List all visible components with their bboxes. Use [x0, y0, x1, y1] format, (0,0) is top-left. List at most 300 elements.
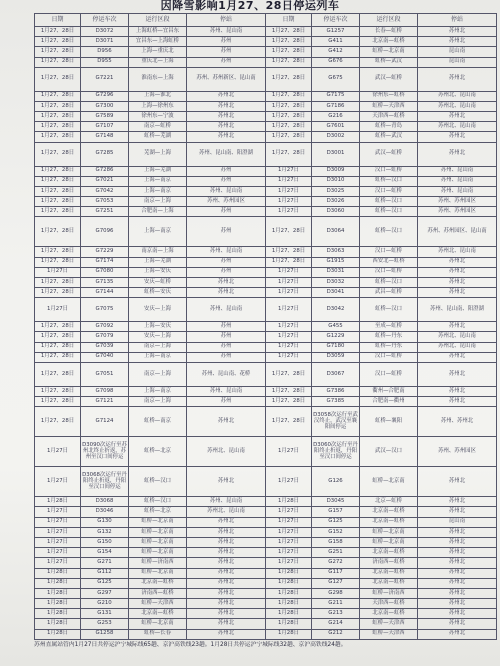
cell-route: 虹桥—北京南 — [129, 548, 187, 558]
cell-route: 武汉—汉口 — [360, 437, 418, 467]
cell-date: 1月27日 — [266, 342, 312, 352]
cell-date: 1月27、28日 — [266, 122, 312, 132]
cell-train-number: D3031 — [312, 267, 360, 277]
cell-stops: 苏州 — [187, 257, 266, 267]
table-row — [35, 497, 497, 507]
cell-date: 1月27、28日 — [266, 217, 312, 247]
cell-date: 1月28日 — [266, 568, 312, 578]
cell-stops: 苏州、昆山南、花桥 — [187, 362, 266, 386]
cell-date: 1月27、28日 — [35, 322, 81, 332]
cell-train-number: G125 — [312, 517, 360, 527]
cell-route: 虹桥—襄阳 — [360, 407, 418, 437]
cell-train-number: G298 — [312, 588, 360, 598]
cell-route: 虹桥—天津西 — [129, 599, 187, 609]
cell-train-number: D3001 — [312, 142, 360, 166]
cell-train-number: D955 — [81, 57, 129, 67]
table-row — [35, 332, 497, 342]
table-row — [35, 517, 497, 527]
cell-stops: 苏州北 — [418, 27, 497, 37]
cell-date: 1月27、28日 — [35, 342, 81, 352]
cell-train-number: D3090次运行至苏州北终止折返，苏州至汉口间停运 — [81, 437, 129, 467]
cell-date: 1月27、28日 — [35, 37, 81, 47]
cell-date: 1月27、28日 — [35, 247, 81, 257]
cell-route: 北京南—虹桥 — [360, 548, 418, 558]
cell-train-number: G7180 — [312, 342, 360, 352]
cell-stops: 苏州北 — [418, 537, 497, 547]
cell-route: 上海—淮北 — [129, 91, 187, 101]
cell-train-number: G157 — [312, 507, 360, 517]
cell-stops: 苏州、昆山南、阳澄湖 — [418, 298, 497, 322]
cell-route: 虹桥—武汉 — [360, 132, 418, 142]
cell-stops: 苏州北、昆山南 — [418, 332, 497, 342]
cell-train-number: G676 — [312, 57, 360, 67]
cell-train-number: G1258 — [81, 629, 129, 639]
table-row — [35, 142, 497, 166]
cell-date: 1月27日 — [266, 277, 312, 287]
cell-date: 1月27日 — [35, 548, 81, 558]
table-row — [35, 407, 497, 437]
cell-stops: 苏州北、昆山南 — [418, 342, 497, 352]
table-row — [35, 267, 497, 277]
cell-date: 1月27日 — [35, 517, 81, 527]
table-row — [35, 362, 497, 386]
cell-train-number: D3060次运行至丹阳终止折返，丹阳至汉口间停运 — [312, 437, 360, 467]
cell-route: 北京南—虹桥 — [129, 578, 187, 588]
cell-train-number: D3026 — [312, 197, 360, 207]
table-row — [35, 217, 497, 247]
cell-train-number: G7135 — [81, 277, 129, 287]
cell-date: 1月27、28日 — [35, 132, 81, 142]
cell-route: 虹桥—汉口 — [129, 467, 187, 497]
cell-date: 1月28日 — [35, 578, 81, 588]
cell-train-number: G251 — [312, 548, 360, 558]
cell-date: 1月27、28日 — [35, 386, 81, 396]
table-header-row — [35, 14, 497, 27]
cell-train-number: G7221 — [81, 67, 129, 91]
cell-route: 汉口—虹桥 — [360, 247, 418, 257]
cell-date: 1月28日 — [35, 609, 81, 619]
cell-stops: 苏州北 — [187, 91, 266, 101]
cell-route: 虹桥—北京南 — [360, 47, 418, 57]
cell-date: 1月28日 — [35, 588, 81, 598]
cell-date: 1月27、28日 — [35, 67, 81, 91]
table-row — [35, 342, 497, 352]
cell-stops: 苏州北 — [187, 599, 266, 609]
cell-train-number: G253 — [81, 619, 129, 629]
cell-stops: 苏州 — [187, 217, 266, 247]
cell-train-number: G127 — [312, 578, 360, 588]
cell-date: 1月28日 — [266, 588, 312, 598]
cell-date: 1月27、28日 — [35, 166, 81, 176]
table-row — [35, 132, 497, 142]
cell-date: 1月28日 — [35, 619, 81, 629]
cell-route: 上海—重庆北 — [129, 47, 187, 57]
cell-stops: 苏州、昆山南 — [187, 186, 266, 196]
cell-route: 上海—南京 — [129, 186, 187, 196]
cell-train-number: G1257 — [312, 27, 360, 37]
cell-route: 南京—上海 — [129, 197, 187, 207]
cell-route: 南京—虹桥 — [129, 122, 187, 132]
cell-route: 北京—虹桥 — [360, 497, 418, 507]
cell-train-number: D3068次运行至丹阳终止折返，丹阳至汉口间停运 — [81, 467, 129, 497]
cell-date: 1月27日 — [35, 267, 81, 277]
cell-stops: 苏州北 — [187, 407, 266, 437]
cell-train-number: G297 — [81, 588, 129, 598]
cell-date: 1月28日 — [266, 629, 312, 639]
cell-stops: 苏州北 — [187, 537, 266, 547]
cell-route: 虹桥—北京南 — [129, 568, 187, 578]
cell-date: 1月27日 — [266, 207, 312, 217]
cell-route: 衢州—合肥南 — [360, 386, 418, 396]
cell-route: 虹桥—北京南 — [129, 517, 187, 527]
cell-date: 1月27、28日 — [266, 407, 312, 437]
cell-route: 虹桥—天津西 — [360, 619, 418, 629]
cell-stops: 苏州北 — [418, 619, 497, 629]
cell-stops: 苏州北 — [418, 142, 497, 166]
cell-route: 安庆—上海 — [129, 298, 187, 322]
cell-date: 1月27、28日 — [266, 91, 312, 101]
cell-route: 虹桥—天津西 — [360, 101, 418, 111]
cell-date: 1月27日 — [266, 322, 312, 332]
cell-route: 虹桥—济南西 — [360, 588, 418, 598]
cell-stops: 苏州北 — [187, 609, 266, 619]
cell-route: 安庆—上海 — [129, 332, 187, 342]
cell-date: 1月27日 — [35, 558, 81, 568]
cell-train-number: G7092 — [81, 322, 129, 332]
cell-route: 汉口—虹桥 — [360, 362, 418, 386]
cell-stops: 苏州 — [187, 267, 266, 277]
cell-stops: 苏州北 — [187, 467, 266, 497]
table-row — [35, 558, 497, 568]
cell-stops: 苏州北、昆山南 — [418, 122, 497, 132]
cell-date: 1月27日 — [35, 537, 81, 547]
table-row — [35, 67, 497, 91]
cell-stops: 苏州北 — [418, 37, 497, 47]
cell-stops: 苏州、苏州园区 — [418, 207, 497, 217]
cell-route: 南京—上海 — [129, 397, 187, 407]
table-row — [35, 568, 497, 578]
cell-route: 北京南—虹桥 — [360, 507, 418, 517]
cell-date: 1月27、28日 — [35, 47, 81, 57]
table-row — [35, 437, 497, 467]
table-row — [35, 57, 497, 67]
cell-stops: 苏州、苏州园区 — [418, 197, 497, 207]
cell-route: 上海—芜湖 — [129, 166, 187, 176]
cell-route: 天津西—虹桥 — [360, 599, 418, 609]
cell-train-number: G112 — [81, 568, 129, 578]
cell-train-number: G7174 — [81, 257, 129, 267]
table-row — [35, 352, 497, 362]
cell-route: 虹桥—北京南 — [129, 537, 187, 547]
cell-route: 虹桥—汉口 — [360, 298, 418, 322]
cell-stops: 苏州、昆山南、阳澄湖 — [187, 142, 266, 166]
table-row — [35, 386, 497, 396]
cell-date: 1月27、28日 — [266, 257, 312, 267]
table-row — [35, 609, 497, 619]
cell-train-number: D3010 — [312, 176, 360, 186]
cell-date: 1月28日 — [266, 578, 312, 588]
cell-route: 淮南东—上海 — [129, 67, 187, 91]
cell-route: 上海—安庆 — [129, 322, 187, 332]
cell-stops: 苏州北 — [187, 588, 266, 598]
cell-route: 虹桥—北京南 — [129, 619, 187, 629]
cell-train-number: G7079 — [81, 332, 129, 342]
cell-date: 1月27、28日 — [266, 247, 312, 257]
cell-stops: 苏州 — [187, 37, 266, 47]
cell-stops: 苏州、昆山南 — [418, 176, 497, 186]
cell-route: 合肥南—上海 — [129, 207, 187, 217]
cell-stops: 苏州北 — [187, 578, 266, 588]
cell-stops: 苏州 — [187, 47, 266, 57]
cell-route: 徐州东—宁波 — [129, 112, 187, 122]
cell-train-number: D3072 — [81, 27, 129, 37]
cell-stops: 苏州、昆山南 — [187, 247, 266, 257]
suspended-trains-table-wrapper — [34, 13, 496, 640]
cell-date: 1月27日 — [266, 267, 312, 277]
cell-stops: 苏州北 — [418, 267, 497, 277]
header-stops: 停站 — [187, 14, 266, 27]
cell-train-number: G7053 — [81, 197, 129, 207]
cell-train-number: G154 — [81, 548, 129, 558]
cell-route: 上海—南京 — [129, 217, 187, 247]
cell-stops: 苏州、昆山南 — [187, 298, 266, 322]
cell-route: 虹桥—安庆 — [129, 288, 187, 298]
table-row — [35, 537, 497, 547]
cell-date: 1月27日 — [266, 197, 312, 207]
cell-route: 虹桥—汉口 — [360, 176, 418, 186]
cell-stops: 苏州北 — [418, 322, 497, 332]
cell-stops: 苏州北 — [187, 548, 266, 558]
cell-train-number: D3058次运行至武汉终止，武汉至襄阳间停运 — [312, 407, 360, 437]
cell-stops: 苏州北 — [187, 112, 266, 122]
cell-stops: 苏州北 — [418, 507, 497, 517]
header-route: 运行区段 — [129, 14, 187, 27]
cell-train-number: G7148 — [81, 132, 129, 142]
cell-date: 1月27、28日 — [35, 101, 81, 111]
cell-train-number: D3067 — [312, 362, 360, 386]
cell-route: 虹桥—汉口 — [360, 217, 418, 247]
cell-date: 1月27日 — [35, 507, 81, 517]
cell-date: 1月27、28日 — [35, 197, 81, 207]
table-row — [35, 47, 497, 57]
cell-train-number: G411 — [312, 37, 360, 47]
cell-route: 重庆北—上海 — [129, 57, 187, 67]
cell-date: 1月27、28日 — [35, 407, 81, 437]
table-row — [35, 91, 497, 101]
cell-route: 上海—徐州东 — [129, 101, 187, 111]
cell-stops: 苏州北 — [418, 527, 497, 537]
cell-train-number: G210 — [81, 599, 129, 609]
cell-route: 南京—上海 — [129, 342, 187, 352]
cell-stops: 苏州北 — [187, 527, 266, 537]
cell-date: 1月27、28日 — [35, 122, 81, 132]
cell-route: 虹桥—北京南 — [129, 527, 187, 537]
table-row — [35, 599, 497, 609]
cell-stops: 苏州、苏州北 — [418, 407, 497, 437]
cell-date: 1月27日 — [266, 298, 312, 322]
cell-date: 1月27、28日 — [266, 142, 312, 166]
cell-route: 汉口—虹桥 — [360, 166, 418, 176]
cell-stops: 昆山南 — [418, 517, 497, 527]
document-title: 因降雪影响1月27、28日停运列车 — [160, 0, 340, 12]
cell-route: 汉口—虹桥 — [360, 352, 418, 362]
cell-date: 1月27、28日 — [266, 67, 312, 91]
cell-stops: 苏州 — [187, 322, 266, 332]
cell-date: 1月28日 — [35, 599, 81, 609]
cell-route: 武汉—虹桥 — [360, 142, 418, 166]
cell-date: 1月27、28日 — [266, 57, 312, 67]
cell-route: 上海—安庆 — [129, 267, 187, 277]
cell-route: 虹桥—汉口 — [360, 277, 418, 287]
cell-route: 汉口—虹桥 — [360, 267, 418, 277]
cell-stops: 苏州、昆山南 — [187, 497, 266, 507]
cell-date: 1月27、28日 — [35, 277, 81, 287]
cell-route: 北京南—虹桥 — [360, 609, 418, 619]
cell-route: 济南西—虹桥 — [129, 588, 187, 598]
cell-train-number: G7075 — [81, 298, 129, 322]
cell-stops: 苏州 — [187, 166, 266, 176]
cell-date: 1月27日 — [266, 537, 312, 547]
cell-stops: 苏州、昆山南 — [187, 27, 266, 37]
cell-date: 1月27、28日 — [35, 217, 81, 247]
cell-route: 上海虹桥—宜昌东 — [129, 27, 187, 37]
cell-stops: 苏州北 — [418, 558, 497, 568]
cell-stops: 苏州北 — [187, 277, 266, 287]
cell-train-number: D3032 — [312, 277, 360, 287]
cell-date: 1月27、28日 — [266, 27, 312, 37]
cell-stops: 苏州北 — [418, 578, 497, 588]
cell-train-number: G158 — [312, 537, 360, 547]
cell-route: 宜昌东—上海虹桥 — [129, 37, 187, 47]
cell-stops: 苏州北、昆山南 — [418, 101, 497, 111]
cell-route: 西安北—虹桥 — [360, 257, 418, 267]
cell-route: 徐州东—虹桥 — [360, 91, 418, 101]
cell-train-number: G7286 — [81, 166, 129, 176]
cell-date: 1月27、28日 — [35, 176, 81, 186]
footnote: 苏州直属站管内1月27日共停运沪宁城际线65趟、京沪高铁线23趟。1月28日共停运沪宁城际线32趟、京沪高铁线24趟。 — [34, 642, 347, 648]
cell-date: 1月27、28日 — [266, 47, 312, 57]
cell-stops: 苏州北、昆山南 — [187, 507, 266, 517]
cell-route: 虹桥—汉口 — [360, 207, 418, 217]
table-row — [35, 578, 497, 588]
cell-train-number: G7175 — [312, 91, 360, 101]
cell-train-number: G117 — [312, 568, 360, 578]
header-stops: 停站 — [418, 14, 497, 27]
cell-stops: 苏州北、昆山南 — [418, 91, 497, 101]
cell-route: 南京南—上海 — [129, 247, 187, 257]
cell-train-number: D3060 — [312, 207, 360, 217]
cell-train-number: G7296 — [81, 91, 129, 101]
cell-train-number: G7096 — [81, 217, 129, 247]
cell-date: 1月27日 — [35, 467, 81, 497]
cell-date: 1月28日 — [35, 497, 81, 507]
table-row — [35, 166, 497, 176]
cell-route: 北京南—虹桥 — [360, 568, 418, 578]
cell-date: 1月27、28日 — [266, 362, 312, 386]
cell-train-number: G675 — [312, 67, 360, 91]
cell-date: 1月27、28日 — [35, 27, 81, 37]
cell-stops: 昆山南 — [418, 47, 497, 57]
cell-date: 1月27、28日 — [266, 397, 312, 407]
table-row — [35, 619, 497, 629]
cell-train-number: G271 — [81, 558, 129, 568]
cell-train-number: D3025 — [312, 186, 360, 196]
cell-train-number: G125 — [81, 578, 129, 588]
table-row — [35, 207, 497, 217]
cell-route: 武汉—虹桥 — [360, 67, 418, 91]
table-row — [35, 288, 497, 298]
cell-stops: 苏州北 — [418, 362, 497, 386]
cell-date: 1月27、28日 — [266, 101, 312, 111]
cell-train-number: D3045 — [312, 497, 360, 507]
cell-train-number: G7021 — [81, 176, 129, 186]
cell-date: 1月27日 — [266, 352, 312, 362]
cell-date: 1月27、28日 — [35, 91, 81, 101]
table-body — [35, 27, 497, 640]
cell-date: 1月27、28日 — [35, 142, 81, 166]
table-row — [35, 247, 497, 257]
cell-train-number: G132 — [81, 527, 129, 537]
cell-date: 1月27、28日 — [266, 386, 312, 396]
cell-route: 虹桥—北京 — [129, 507, 187, 517]
cell-stops: 苏州 — [187, 57, 266, 67]
cell-stops: 苏州北 — [418, 257, 497, 267]
cell-route: 北京南—虹桥 — [129, 609, 187, 619]
cell-route: 虹桥—汉口 — [129, 497, 187, 507]
cell-stops: 苏州 — [187, 207, 266, 217]
cell-date: 1月27、28日 — [266, 37, 312, 47]
cell-route: 虹桥—天津西 — [360, 629, 418, 639]
cell-route: 虹桥—汉口 — [360, 197, 418, 207]
cell-date: 1月27、28日 — [35, 332, 81, 342]
cell-train-number: G7107 — [81, 122, 129, 132]
cell-stops: 苏州北 — [187, 132, 266, 142]
cell-route: 安庆—虹桥 — [129, 277, 187, 287]
cell-train-number: D3071 — [81, 37, 129, 47]
cell-date: 1月27、28日 — [266, 132, 312, 142]
cell-train-number: G152 — [312, 527, 360, 537]
cell-route: 虹桥—长春 — [129, 629, 187, 639]
cell-train-number: G212 — [312, 629, 360, 639]
cell-train-number: G7385 — [312, 397, 360, 407]
cell-stops: 苏州北 — [418, 467, 497, 497]
cell-date: 1月27、28日 — [35, 57, 81, 67]
table-row — [35, 507, 497, 517]
cell-train-number: D956 — [81, 47, 129, 57]
cell-route: 北京南—虹桥 — [360, 578, 418, 588]
table-row — [35, 298, 497, 322]
cell-train-number: G130 — [81, 517, 129, 527]
cell-date: 1月27日 — [266, 288, 312, 298]
cell-train-number: G7098 — [81, 386, 129, 396]
cell-stops: 苏州北 — [187, 629, 266, 639]
cell-stops: 苏州北 — [187, 122, 266, 132]
table-row — [35, 197, 497, 207]
cell-date: 1月27日 — [266, 517, 312, 527]
cell-route: 虹桥—丹东 — [360, 332, 418, 342]
header-route: 运行区段 — [360, 14, 418, 27]
cell-date: 1月27、28日 — [35, 112, 81, 122]
cell-train-number: G7039 — [81, 342, 129, 352]
cell-stops: 苏州、苏州园区 — [418, 437, 497, 467]
cell-train-number: G211 — [312, 599, 360, 609]
cell-route: 虹桥—济南西 — [129, 558, 187, 568]
table-row — [35, 629, 497, 639]
cell-train-number: G7300 — [81, 101, 129, 111]
cell-route: 虹桥—青岛 — [360, 122, 418, 132]
cell-stops: 苏州 — [187, 352, 266, 362]
table-row — [35, 101, 497, 111]
